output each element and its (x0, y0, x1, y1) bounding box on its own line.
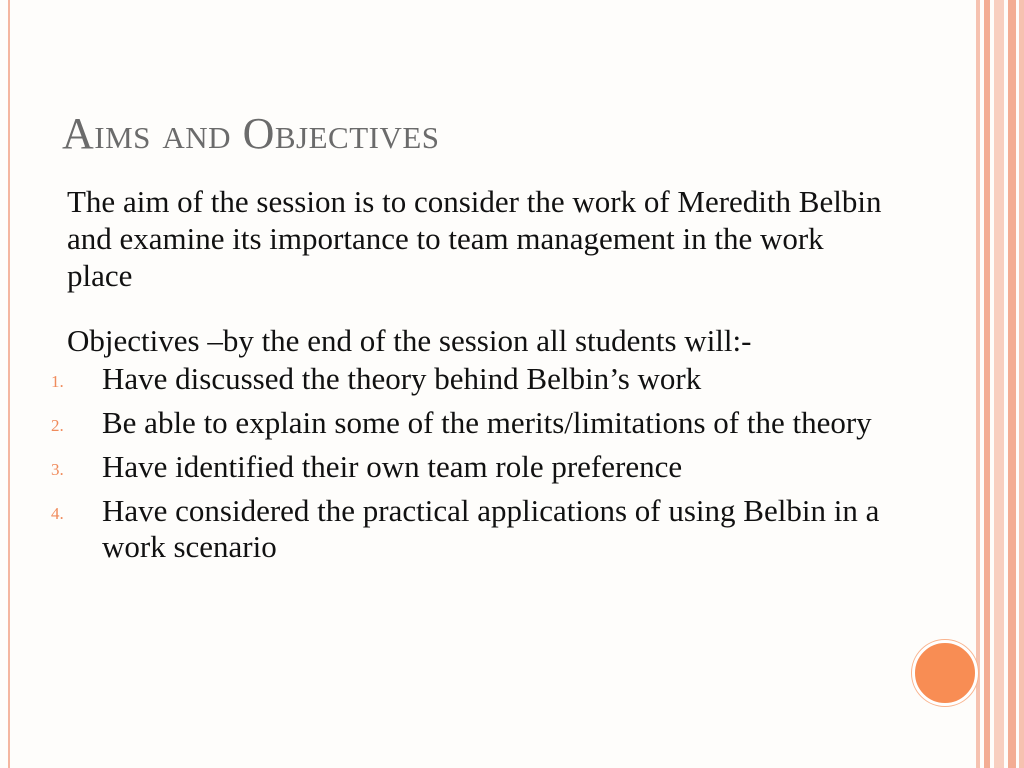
slide-body (51, 183, 887, 573)
objective-item-3 (51, 449, 887, 485)
stripe (976, 0, 980, 768)
objective-item-1 (51, 361, 887, 397)
stripe (984, 0, 990, 768)
objective-text: Have discussed the theory behind Belbin’s work (102, 361, 702, 396)
left-border-line (8, 0, 10, 768)
stripe (1019, 0, 1024, 768)
objective-number: 2. (51, 416, 64, 435)
objective-number: 1. (51, 372, 64, 391)
objective-item-4 (51, 493, 887, 565)
stripe (1008, 0, 1016, 768)
objectives-intro: Objectives –by the end of the session all students will:- (67, 323, 752, 358)
stripe (994, 0, 1004, 768)
decorative-stripes (974, 0, 1024, 768)
slide-title: Aims and Objectives (62, 109, 440, 158)
aim-paragraph: The aim of the session is to consider the work of Meredith Belbin and examine its importance to team management in the work place (67, 184, 882, 293)
objective-number: 4. (51, 504, 64, 523)
objective-number: 3. (51, 460, 64, 479)
objective-text: Have identified their own team role preference (102, 449, 683, 484)
objectives-list (51, 361, 887, 565)
objective-text: Have considered the practical applications of using Belbin in a work scenario (102, 493, 880, 564)
objective-item-2 (51, 405, 887, 441)
objective-text: Be able to explain some of the merits/limitations of the theory (102, 405, 872, 440)
decorative-circle (912, 640, 978, 706)
